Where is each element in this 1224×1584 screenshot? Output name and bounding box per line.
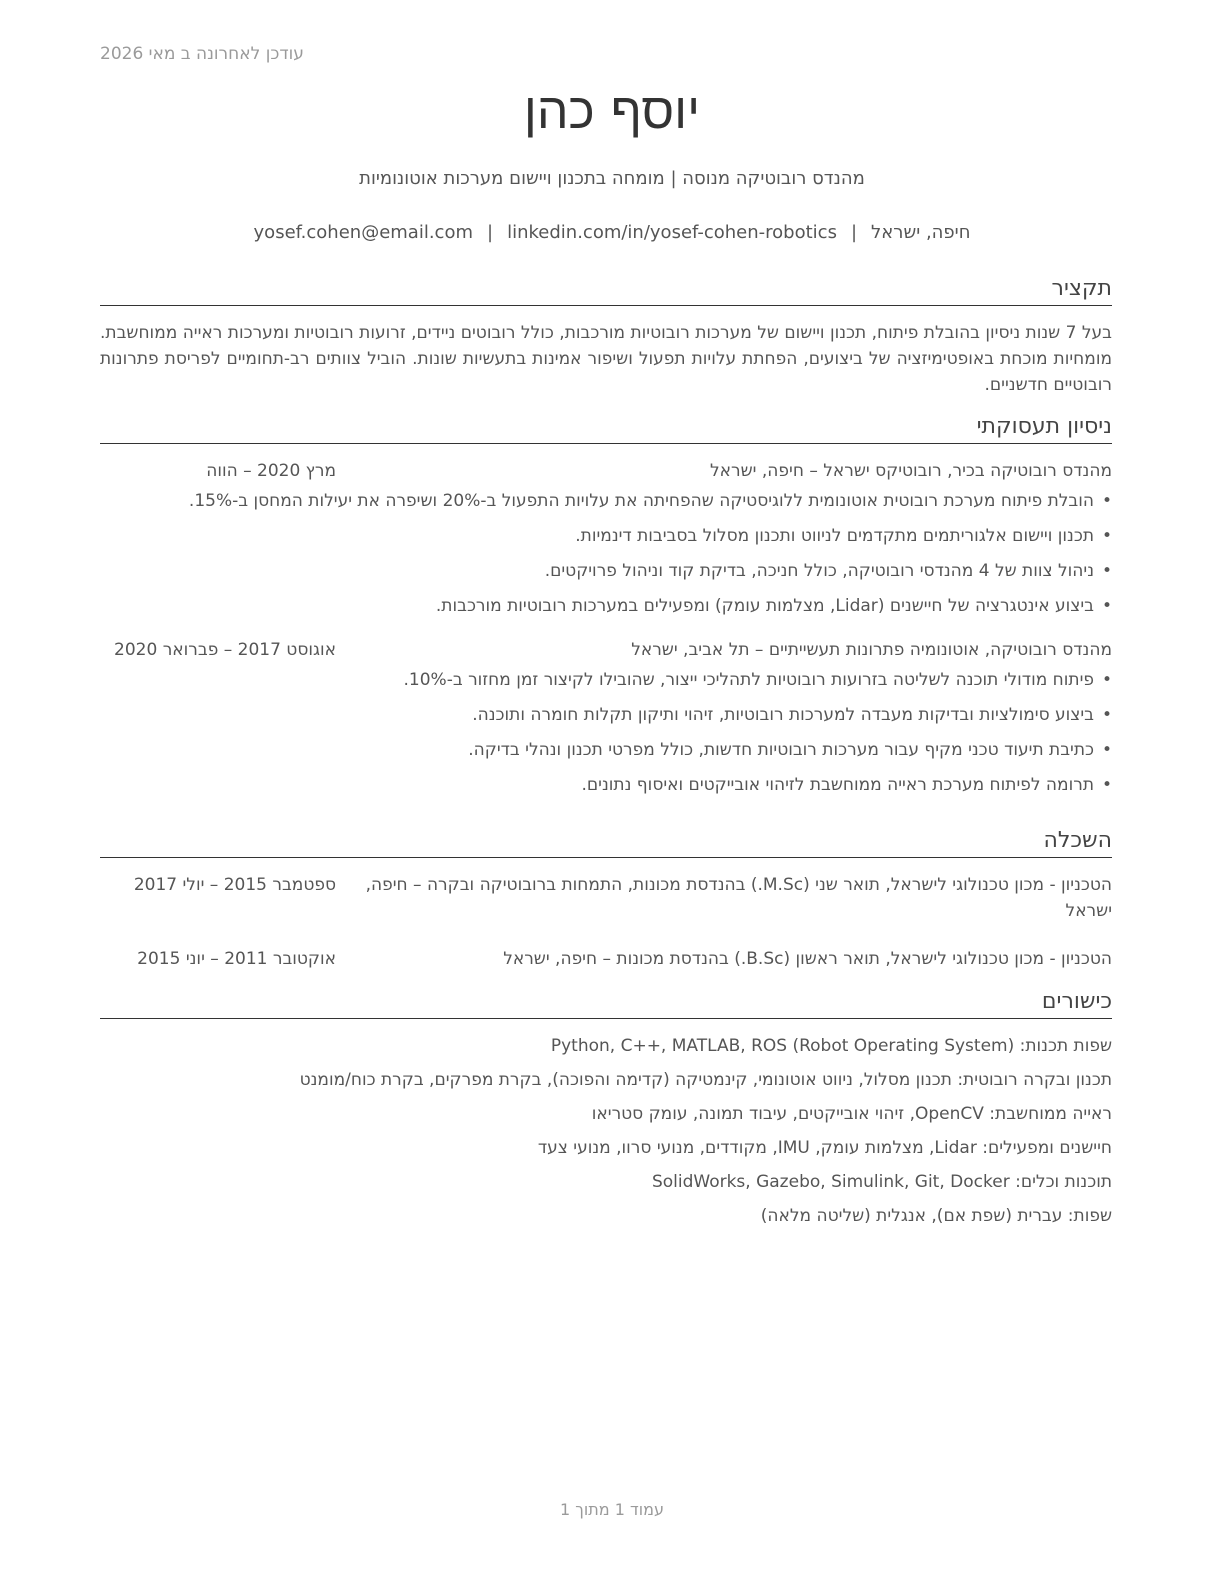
job-header	[100, 458, 1112, 484]
job-bullets	[100, 667, 1112, 798]
summary-section	[100, 274, 1112, 398]
job-entry	[100, 637, 1112, 798]
job-bullets	[100, 488, 1112, 619]
contact-line	[0, 222, 1224, 243]
section-title-education: השכלה	[100, 826, 1112, 858]
degree-dates: אוקטובר 2011 – יוני 2015	[137, 949, 336, 969]
bullet-item: • כתיבת תיעוד טכני מקיף עבור מערכות רובוטיות חדשות, כולל מפרטי תכנון ונהלי בדיקה.	[100, 737, 1112, 763]
section-title-skills: כישורים	[100, 987, 1112, 1019]
skill-row: תוכנות וכלים: SolidWorks, Gazebo, Simulink, Git, Docker	[651, 1172, 1112, 1192]
page-number: עמוד 1 מתוך 1	[560, 1500, 664, 1519]
contact-linkedin[interactable]: linkedin.com/in/yosef-cohen-robotics	[507, 222, 837, 243]
summary-text: בעל 7 שנות ניסיון בהובלת פיתוח, תכנון ויישום של מערכות רובוטיות מורכבות, כולל רובוטים ניידים, זרועות רובוטיות ומערכות ראייה ממוחשבת. מומחיות מוכחת באופטימיזציה של ביצועים, הפחתת עלויות תפעול ושיפור אמינות בתעשיות שונות. הוביל צוותים רב-תחומיים לפריסת פתרונות רובוטיים חדשניים.	[100, 323, 1112, 395]
education-entry	[100, 872, 1112, 924]
separator: |	[487, 222, 494, 243]
professional-title: מהנדס רובוטיקה מנוסה | מומחה בתכנון ויישום מערכות אוטונומיות	[359, 168, 865, 189]
job-dates: אוגוסט 2017 – פברואר 2020	[114, 640, 336, 660]
job-title-company: מהנדס רובוטיקה, אוטונומיה פתרונות תעשייתיים – תל אביב, ישראל	[631, 640, 1112, 660]
last-updated: עודכן לאחרונה ב מאי 2026	[100, 44, 304, 64]
bullet-item: • ניהול צוות של 4 מהנדסי רובוטיקה, כולל חניכה, בדיקת קוד וניהול פרויקטים.	[100, 558, 1112, 584]
job-header	[100, 637, 1112, 663]
bullet-item: • ביצוע סימולציות ובדיקות מעבדה למערכות רובוטיות, זיהוי ותיקון תקלות חומרה ותוכנה.	[100, 702, 1112, 728]
job-entry	[100, 458, 1112, 619]
job-title-company: מהנדס רובוטיקה בכיר, רובוטיקס ישראל – חיפה, ישראל	[710, 461, 1112, 481]
contact-email[interactable]: yosef.cohen@email.com	[253, 222, 474, 243]
skills-list	[100, 1033, 1112, 1229]
separator: |	[850, 222, 858, 243]
bullet-item: • הובלת פיתוח מערכת רובוטית אוטונומית ללוגיסטיקה שהפחיתה את עלויות התפעול ב-20% ושיפרה את יעילות המחסן ב-15%.	[100, 488, 1112, 514]
skill-row: שפות: עברית (שפת אם), אנגלית (שליטה מלאה)	[760, 1206, 1112, 1226]
skill-row: ראייה ממוחשבת: OpenCV, זיהוי אובייקטים, עיבוד תמונה, עומק סטריאו	[591, 1104, 1112, 1124]
bullet-item: • ביצוע אינטגרציה של חיישנים (Lidar, מצלמות עומק) ומפעילים במערכות רובוטיות מורכבות.	[100, 593, 1112, 619]
experience-section	[100, 412, 1112, 807]
skills-section	[100, 987, 1112, 1237]
job-dates: מרץ 2020 – הווה	[206, 461, 336, 481]
degree-text: הטכניון - מכון טכנולוגי לישראל, תואר שני (M.Sc.) בהנדסת מכונות, התמחות ברובוטיקה ובקרה – חיפה, ישראל	[365, 875, 1112, 921]
education-section	[100, 826, 1112, 972]
bullet-item: • פיתוח מודולי תוכנה לשליטה בזרועות רובוטיות לתהליכי ייצור, שהובילו לקיצור זמן מחזור ב-10%.	[100, 667, 1112, 693]
section-title-summary: תקציר	[100, 274, 1112, 306]
section-title-experience: ניסיון תעסוקתי	[100, 412, 1112, 444]
skill-row: חיישנים ומפעילים: Lidar, מצלמות עומק, IMU, מקודדים, מנועי סרוו, מנועי צעד	[537, 1138, 1112, 1158]
bullet-item: • תרומה לפיתוח מערכת ראייה ממוחשבת לזיהוי אובייקטים ואיסוף נתונים.	[100, 772, 1112, 798]
contact-location: חיפה, ישראל	[871, 222, 971, 243]
degree-text: הטכניון - מכון טכנולוגי לישראל, תואר ראשון (B.Sc.) בהנדסת מכונות – חיפה, ישראל	[503, 949, 1112, 969]
bullet-item: • תכנון ויישום אלגוריתמים מתקדמים לניווט ותכנון מסלול בסביבות דינמיות.	[100, 523, 1112, 549]
education-entry	[100, 946, 1112, 972]
degree-dates: ספטמבר 2015 – יולי 2017	[133, 875, 336, 895]
skill-row: שפות תכנות: Python, C++, MATLAB, ROS (Robot Operating System)	[550, 1036, 1112, 1056]
skill-row: תכנון ובקרה רובוטית: תכנון מסלול, ניווט אוטונומי, קינמטיקה (קדימה והפוכה), בקרת מפרקים, בקרת כוח/מומנט	[299, 1070, 1112, 1090]
candidate-name: יוסף כהן	[523, 82, 701, 140]
